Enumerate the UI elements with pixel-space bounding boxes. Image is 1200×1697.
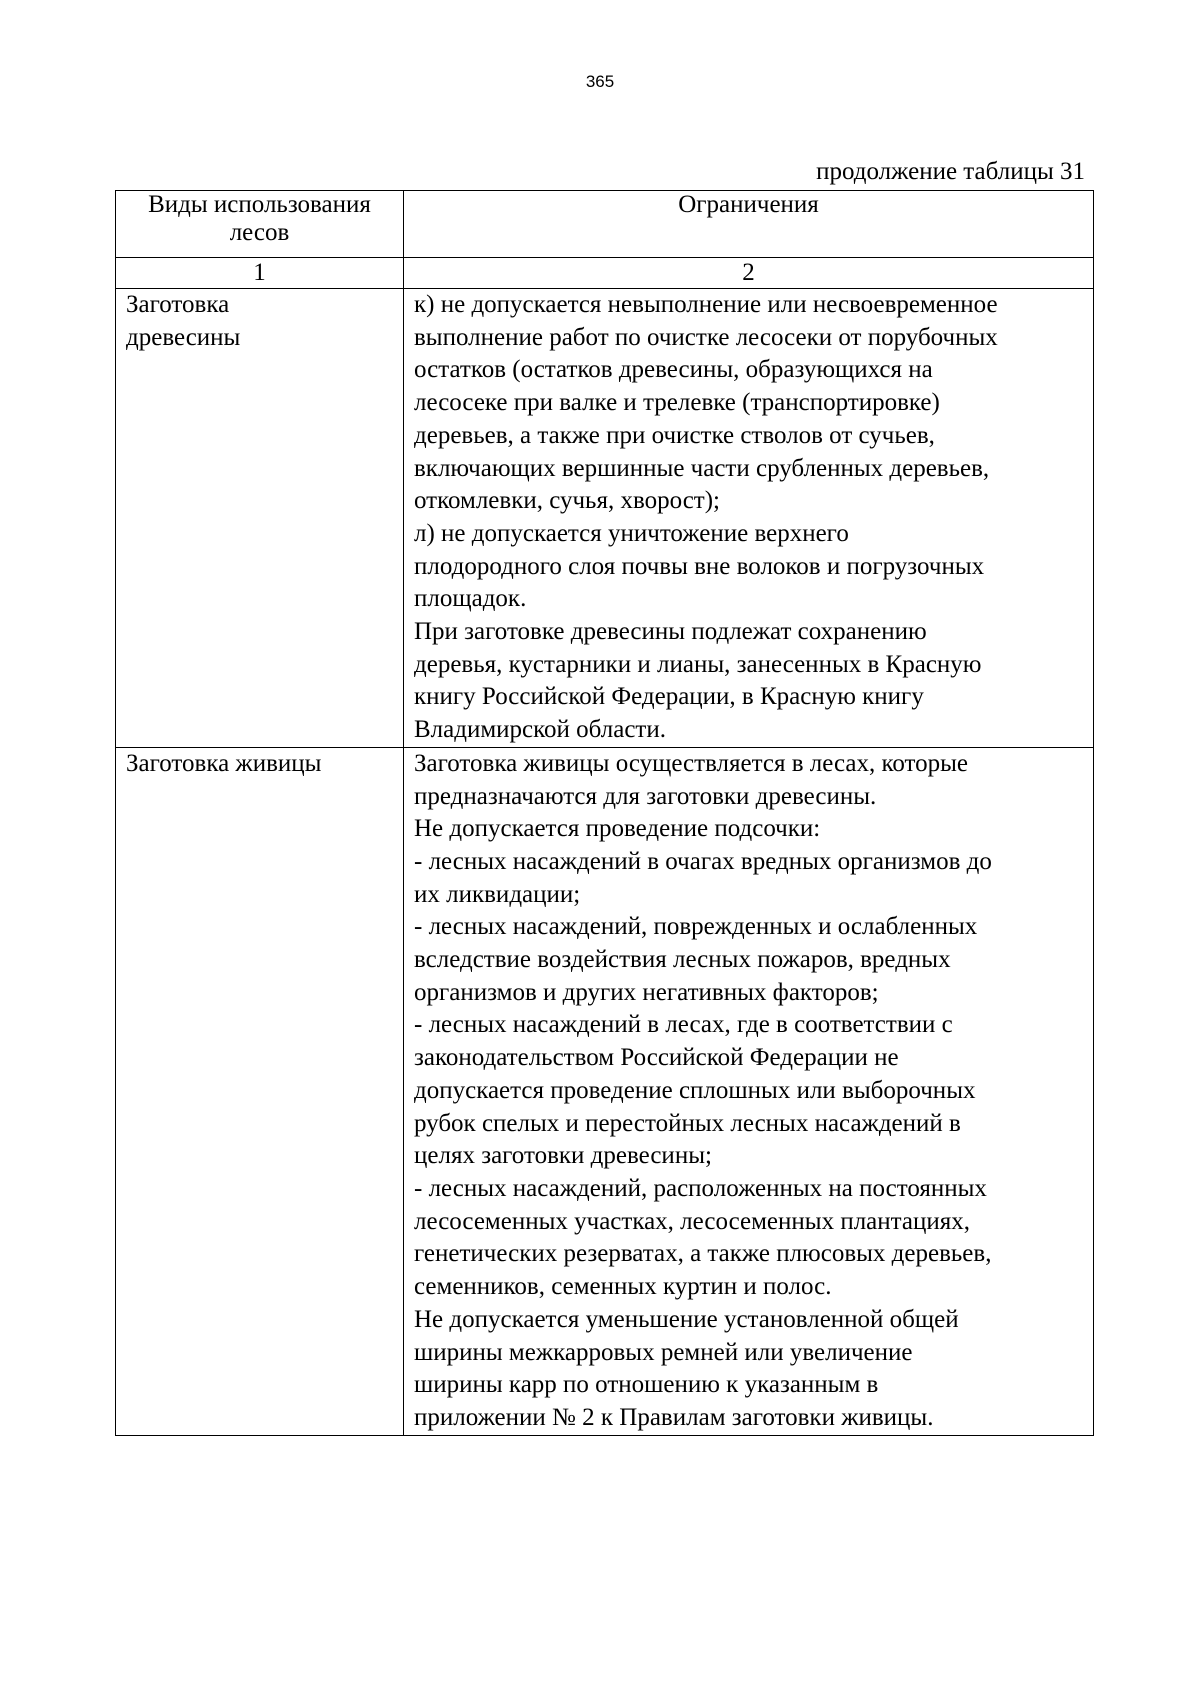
header-line: Виды использования xyxy=(148,191,371,218)
text-line: ширины карр по отношению к указанным в xyxy=(414,1371,879,1399)
text-line: их ликвидации; xyxy=(414,880,581,908)
header-restrictions: Ограничения xyxy=(404,191,1094,258)
column-number: 1 xyxy=(116,258,404,289)
text-line: Владимирской области. xyxy=(414,716,666,744)
table-row xyxy=(116,747,1094,1435)
text-line: семенников, семенных куртин и полос. xyxy=(414,1273,832,1301)
page-number: 365 xyxy=(585,72,615,91)
text-line: - лесных насаждений в лесах, где в соответствии с xyxy=(414,1011,953,1039)
text-line: - лесных насаждений, расположенных на постоянных xyxy=(414,1174,987,1202)
text-line: приложении № 2 к Правилам заготовки живицы. xyxy=(414,1403,934,1431)
text-line: Не допускается уменьшение установленной общей xyxy=(414,1305,959,1333)
text-line: включающих вершинные части срубленных деревьев, xyxy=(414,454,990,482)
table-continuation-label: продолжение таблицы 31 xyxy=(816,158,1085,185)
column-number: 2 xyxy=(404,258,1094,289)
header-forest-use-types xyxy=(116,191,404,258)
text-line: лесосеменных участках, лесосеменных плантациях, xyxy=(414,1207,970,1235)
text-line: организмов и других негативных факторов; xyxy=(414,978,879,1006)
text-line: остатков (остатков древесины, образующихся на xyxy=(414,356,933,384)
text-line: древесины xyxy=(126,323,241,351)
text-line: выполнение работ по очистке лесосеки от порубочных xyxy=(414,323,998,351)
text-line: откомлевки, сучья, хворост); xyxy=(414,487,721,515)
text-line: рубок спелых и перестойных лесных насаждений в xyxy=(414,1109,961,1137)
text-line: Заготовка живицы осуществляется в лесах, которые xyxy=(414,749,968,777)
text-line: - лесных насаждений, поврежденных и ослабленных xyxy=(414,913,978,941)
forest-use-type xyxy=(116,289,404,748)
text-line: допускается проведение сплошных или выборочных xyxy=(414,1076,976,1104)
text-line: плодородного слоя почвы вне волоков и погрузочных xyxy=(414,552,985,580)
restriction-text xyxy=(404,289,1094,748)
text-line: Не допускается проведение подсочки: xyxy=(414,815,821,843)
restriction-text xyxy=(404,747,1094,1435)
text-line: деревьев, а также при очистке стволов от сучьев, xyxy=(414,421,935,449)
text-line: - лесных насаждений в очагах вредных организмов до xyxy=(414,847,992,875)
restrictions-table xyxy=(115,190,1094,1436)
text-line: ширины межкарровых ремней или увеличение xyxy=(414,1338,913,1366)
text-line: к) не допускается невыполнение или несвоевременное xyxy=(414,291,998,318)
text-line: л) не допускается уничтожение верхнего xyxy=(414,519,849,547)
column-number-row xyxy=(116,258,1094,289)
text-line: генетических резерватах, а также плюсовых деревьев, xyxy=(414,1240,992,1268)
text-line: Заготовка xyxy=(126,291,230,318)
text-line: книгу Российской Федерации, в Красную книгу xyxy=(414,683,924,711)
table-header-row xyxy=(116,191,1094,258)
text-line: площадок. xyxy=(414,585,527,613)
text-line: вследствие воздействия лесных пожаров, вредных xyxy=(414,946,951,974)
text-line: законодательством Российской Федерации не xyxy=(414,1044,899,1072)
text-line: целях заготовки древесины; xyxy=(414,1142,712,1170)
text-line: При заготовке древесины подлежат сохранению xyxy=(414,618,927,646)
text-line: лесосеке при валке и трелевке (транспортировке) xyxy=(414,389,940,417)
text-line: деревья, кустарники и лианы, занесенных в Красную xyxy=(414,650,982,678)
table-row xyxy=(116,289,1094,748)
header-line: лесов xyxy=(229,219,290,246)
forest-use-type xyxy=(116,747,404,1435)
text-line: предназначаются для заготовки древесины. xyxy=(414,782,877,810)
text-line: Заготовка живицы xyxy=(126,749,322,777)
